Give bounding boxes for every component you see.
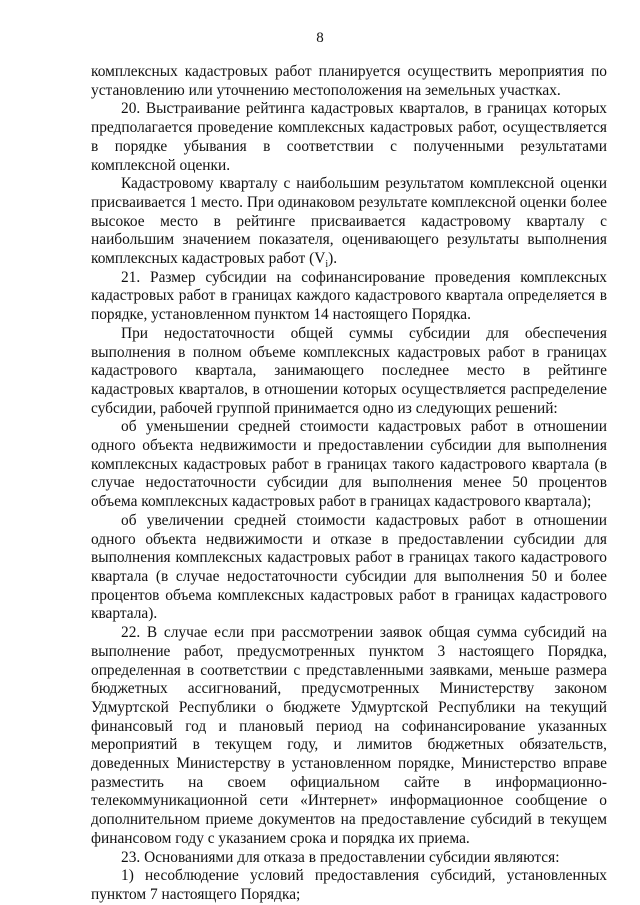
formula-closing: ). [328,250,338,268]
paragraph-20: 20. Выстраивание рейтинга кадастровых кварталов, в границах которых предполагается проведение комплексных кадастровых работ, осуществляется в порядке убывания в соответствии с полученными результатами комплексной оценки. [91,100,607,174]
paragraph-22: 22. В случае если при рассмотрении заявок общая сумма субсидий на выполнение работ, предусмотренных пунктом 3 настоящего Порядка, определенная в соответствии с представленными заявками, меньше размера бюджетных ассигнований, предусмотренных Министерству законом Удмуртской Республики о бюджете Удмуртской Республики на текущий финансовый год и плановый период на софинансирование указанных мероприятий в текущем году, и лимитов бюджетных обязательств, доведенных Министерству в установленном порядке, Министерство вправе разместить на своем официальном сайте в информационно-телекоммуникационной сети «Интернет» информационное сообщение о дополнительном приеме документов на предоставление субсидий в текущем финансовом году с указанием срока и порядка их приема. [91,624,607,847]
rating-rule-text: Кадастровому кварталу с наибольшим результатом комплексной оценки присваивается 1 место. При одинаковом результате комплексной оценки более высокое место в рейтинге присваивается кадастровому кварталу с наибольшим значением показателя, оценивающего результаты выполнения комплексных кадастровых работ (V [91,175,607,268]
formula-subscript: i [325,259,329,271]
page-number: 8 [316,30,324,46]
document-body [91,63,607,905]
paragraph-rating-rule [91,175,607,269]
paragraph-decision-decrease: об уменьшении средней стоимости кадастровых работ в отношении одного объекта недвижимости и предоставлении субсидии для выполнения комплексных кадастровых работ в границах такого кадастрового квартала (в случае недостаточности субсидии для выполнения менее 50 процентов объема комплексных кадастровых работ в границах кадастрового квартала); [91,418,607,511]
paragraph-insufficiency: При недостаточности общей суммы субсидии для обеспечения выполнения в полном объеме комплексных кадастровых работ в границах кадастрового квартала, занимающего последнее место в рейтинге кадастровых кварталов, в отношении которых осуществляется распределение субсидии, рабочей группой принимается одно из следующих решений: [91,324,607,417]
paragraph-continuation: комплексных кадастровых работ планируется осуществить мероприятия по установлению или уточнению местоположения на земельных участках. [91,63,607,99]
paragraph-decision-increase: об увеличении средней стоимости кадастровых работ в отношении одного объекта недвижимости и отказе в предоставлении субсидии для выполнения комплексных кадастровых работ в границах такого кадастрового квартала (в случае недостаточности субсидии для выполнения 50 и более процентов объема комплексных кадастровых работ в границах кадастрового квартала). [91,511,607,623]
paragraph-23: 23. Основаниями для отказа в предоставлении субсидии являются: [121,848,560,866]
paragraph-23-item-1: 1) несоблюдение условий предоставления субсидий, установленных пунктом 7 настоящего Порядка; [91,867,607,903]
paragraph-21: 21. Размер субсидии на софинансирование проведения комплексных кадастровых работ в границах каждого кадастрового квартала определяется в порядке, установленном пунктом 14 настоящего Порядка. [91,268,607,324]
